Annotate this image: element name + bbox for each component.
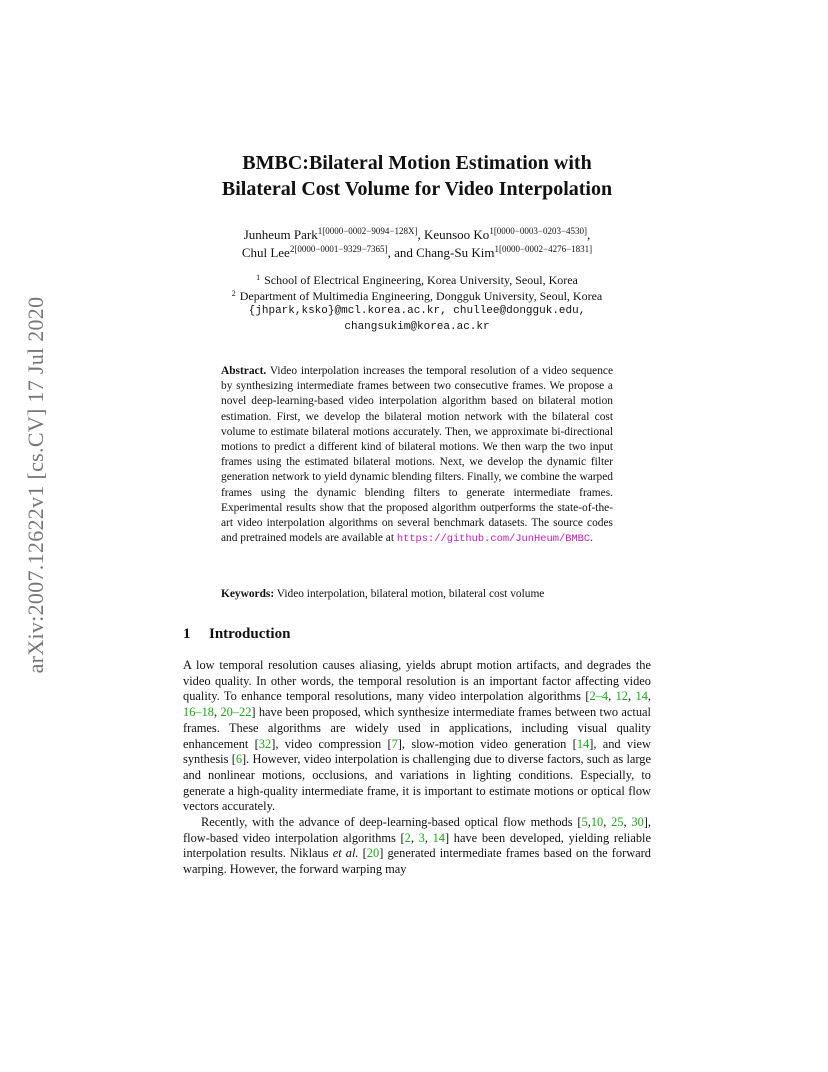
citation-link[interactable]: 14 [432, 830, 445, 845]
citation-link[interactable]: 20–22 [220, 705, 252, 720]
author-name: , and Chang-Su Kim [387, 245, 495, 260]
authors-line-2 [183, 244, 651, 262]
author-list [183, 226, 651, 262]
keywords-text: Video interpolation, bilateral motion, bilateral cost volume [274, 588, 545, 600]
paragraph: A low temporal resolution causes aliasing, yields abrupt motion artifacts, and degrades the video quality. In other words, the temporal resolution is an important factor affecting video quality. To enhance temporal resolutions, many video interpolation algorithms [2–4, 12, 14, 16–18, 20–22] have been proposed, which synthesize intermediate frames between two actual frames. These algorithms are widely used in applications, including visual quality enhancement [32], video compression [7], slow-motion video generation [14], and view synthesis [6]. However, video interpolation is challenging due to diverse factors, such as large and nonlinear motions, occlusions, and variations in lighting conditions. Especially, to generate a high-quality intermediate frame, it is important to estimate motions or optical flow vectors accurately. [183, 658, 651, 814]
title-line-1: BMBC:Bilateral Motion Estimation with [242, 152, 592, 174]
citation-link[interactable]: 12 [615, 689, 628, 704]
email-line-1: {jhpark,ksko}@mcl.korea.ac.kr, chullee@dongguk.edu, [248, 305, 586, 317]
affiliation-2: $^2$ Department of Multimedia Engineering, Dongguk University, Seoul, Korea [231, 288, 603, 303]
body-text [183, 658, 651, 878]
affiliation-1: $^1$ School of Electrical Engineering, Korea University, Seoul, Korea [256, 273, 578, 287]
citation-link[interactable]: 7 [391, 736, 398, 751]
title-line-2: Bilateral Cost Volume for Video Interpolation [221, 178, 613, 200]
author-orcid: 1[0000−0002−9094−128X] [317, 226, 418, 236]
citation-link[interactable]: 2–4 [589, 689, 609, 704]
section-number: 1 [183, 626, 191, 642]
keywords [221, 587, 613, 602]
abstract: Abstract. Video interpolation increases the temporal resolution of a video sequence by synthesizing intermediate frames between two consecutive frames. We propose a novel deep-learning-based video interpolation algorithm based on bilateral motion estimation. First, we develop the bilateral motion network with the bilateral cost volume to estimate bilateral motions accurately. Then, we approximate bi-directional motions to predict a different kind of bilateral motions. We then warp the two input frames using the estimated bilateral motions. Next, we develop the dynamic filter generation network to yield dynamic blending filters. Finally, we combine the warped frames using the dynamic blending filters to generate intermediate frames. Experimental results show that the proposed algorithm outperforms the state-of-the-art video interpolation algorithms on several benchmark datasets. The source codes and pretrained models are available at https://github.com/JunHeum/BMBC. [221, 365, 613, 546]
author-orcid: 1[0000−0003−0203−4530] [489, 226, 588, 236]
abstract-label: Abstract. [221, 365, 267, 377]
email-line-2: changsukim@korea.ac.kr [344, 320, 490, 333]
author-orcid: 2[0000−0001−9329−7365] [289, 244, 388, 254]
citation-link[interactable]: 3 [418, 830, 425, 845]
author-orcid: 1[0000−0002−4276−1831] [494, 244, 593, 254]
citation-link[interactable]: 30 [631, 815, 644, 830]
et-al: et al. [332, 846, 359, 861]
citation-link[interactable]: 6 [235, 752, 243, 767]
citation-link[interactable]: 20 [366, 846, 380, 861]
author-name: Junheum Park [243, 227, 318, 242]
paragraph: Recently, with the advance of deep-learning-based optical flow methods [5,10, 25, 30], flow-based video interpolation algorithms [2, 3, 14] have been developed, yielding reliable interpolation results. Niklaus et al. [20] generated intermediate frames based on the forward warping. However, the forward warping may [183, 815, 651, 877]
arxiv-identifier: arXiv:2007.12622v1 [cs.CV] 17 Jul 2020 [23, 296, 48, 674]
abstract-text: Video interpolation increases the temporal resolution of a video sequence by synthesizing intermediate frames between two consecutive frames. We propose a novel deep-learning-based video interpolation algorithm based on bilateral motion estimation. First, we develop the bilateral motion network with the bilateral cost volume to estimate bilateral motions accurately. Then, we approximate bi-directional motions to predict a different kind of bilateral motions. We then warp the two input frames using the estimated bilateral motions. Next, we develop the dynamic filter generation network to yield dynamic blending filters. Finally, we combine the warped frames using the dynamic blending filters to generate intermediate frames. Experimental results show that the proposed algorithm outperforms the state-of-the-art video interpolation algorithms on several benchmark datasets. The source codes and pretrained models are available at [221, 365, 613, 545]
citation-link[interactable]: 25 [611, 815, 624, 830]
keywords-label: Keywords: [221, 588, 275, 600]
citation-link[interactable]: 10 [590, 815, 604, 830]
citation-link[interactable]: 16–18 [183, 705, 214, 720]
github-link[interactable]: https://github.com/JunHeum/BMBC [396, 533, 591, 546]
citation-link[interactable]: 5 [581, 815, 588, 830]
section-title: Introduction [209, 626, 291, 642]
citation-link[interactable]: 2 [404, 830, 411, 845]
citation-link[interactable]: 32 [258, 736, 272, 751]
author-name: , Keunsoo Ko [417, 227, 490, 242]
section-heading [183, 626, 290, 643]
paper-title [183, 150, 651, 202]
citation-link[interactable]: 14 [635, 689, 648, 704]
author-name: Chul Lee [241, 245, 290, 260]
authors-line-1: Junheum Park$^{1[0000-0002-9094-128X]}$, Keunsoo $Ko^{1[0000-0003-0203-4530]}$, [243, 226, 591, 242]
affiliations [183, 273, 651, 335]
citation-link[interactable]: 14 [576, 736, 590, 751]
arxiv-sidebar [14, 295, 58, 675]
